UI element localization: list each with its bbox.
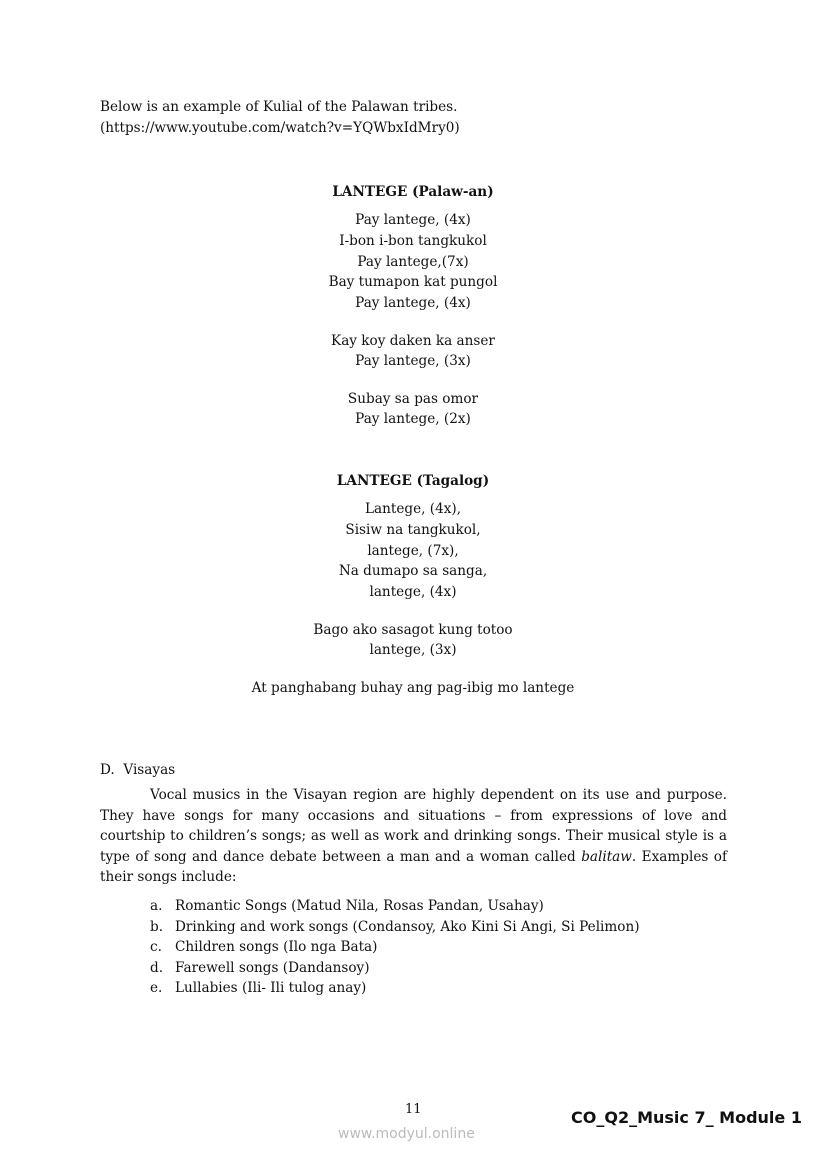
lyric-line: Pay lantege, (4x) (355, 295, 471, 311)
lyric-line: Na dumapo sa sanga, (338, 563, 488, 579)
list-item: a. Romantic Songs (Matud Nila, Rosas Pandan, Usahay) (150, 898, 544, 914)
para-text: . Examples of their songs include: (100, 848, 727, 886)
song-title: LANTEGE (Tagalog) (336, 473, 490, 489)
lyric-line: Kay koy daken ka anser (331, 333, 495, 349)
list-item: e. Lullabies (Ili- Ili tulog anay) (150, 980, 367, 996)
list-item: c. Children songs (Ilo nga Bata) (150, 939, 378, 955)
module-label: CO_Q2_Music 7_ Module 1 (571, 1108, 802, 1127)
lyric-line: Pay lantege, (4x) (355, 212, 471, 228)
lyric-line: Bago ako sasagot kung totoo (313, 622, 513, 638)
lyric-line: Pay lantege, (3x) (355, 353, 471, 369)
watermark: www.modyul.online (338, 1126, 475, 1142)
lyric-line: Lantege, (4x), (364, 501, 462, 517)
lyric-line: Subay sa pas omor (347, 391, 479, 407)
lyric-line: I-bon i-bon tangkukol (339, 233, 487, 249)
lyric-line: lantege, (4x) (369, 584, 457, 600)
lyric-line: Pay lantege,(7x) (357, 254, 469, 270)
lyric-line: Sisiw na tangkukol, (345, 522, 481, 538)
list-item: d. Farewell songs (Dandansoy) (150, 960, 370, 976)
lyric-line: Bay tumapon kat pungol (328, 274, 498, 290)
section-heading: D. Visayas (100, 762, 176, 778)
lyric-line: Pay lantege, (2x) (355, 411, 471, 427)
song-title: LANTEGE (Palaw-an) (332, 184, 494, 200)
lyric-line: lantege, (3x) (369, 642, 457, 658)
intro-line: Below is an example of Kulial of the Palawan tribes. (100, 99, 458, 115)
para-emphasis: balitaw (581, 848, 632, 865)
list-item: b. Drinking and work songs (Condansoy, Ako Kini Si Angi, Si Pelimon) (150, 919, 640, 935)
lyric-line: lantege, (7x), (367, 543, 459, 559)
section-paragraph (100, 785, 727, 888)
page-number: 11 (405, 1102, 422, 1117)
para-text: Vocal musics in the Visayan region are highly dependent on its use and purpose. They have songs for many occasions and situations – from expressions of love and courtship to children’s songs; as well as work and drinking songs. Their musical style is a type of song and dance debate between a man and a woman called (100, 787, 727, 865)
lyric-line: At panghabang buhay ang pag-ibig mo lantege (251, 680, 575, 696)
intro-link[interactable]: (https://www.youtube.com/watch?v=YQWbxIdMry0) (100, 120, 460, 136)
